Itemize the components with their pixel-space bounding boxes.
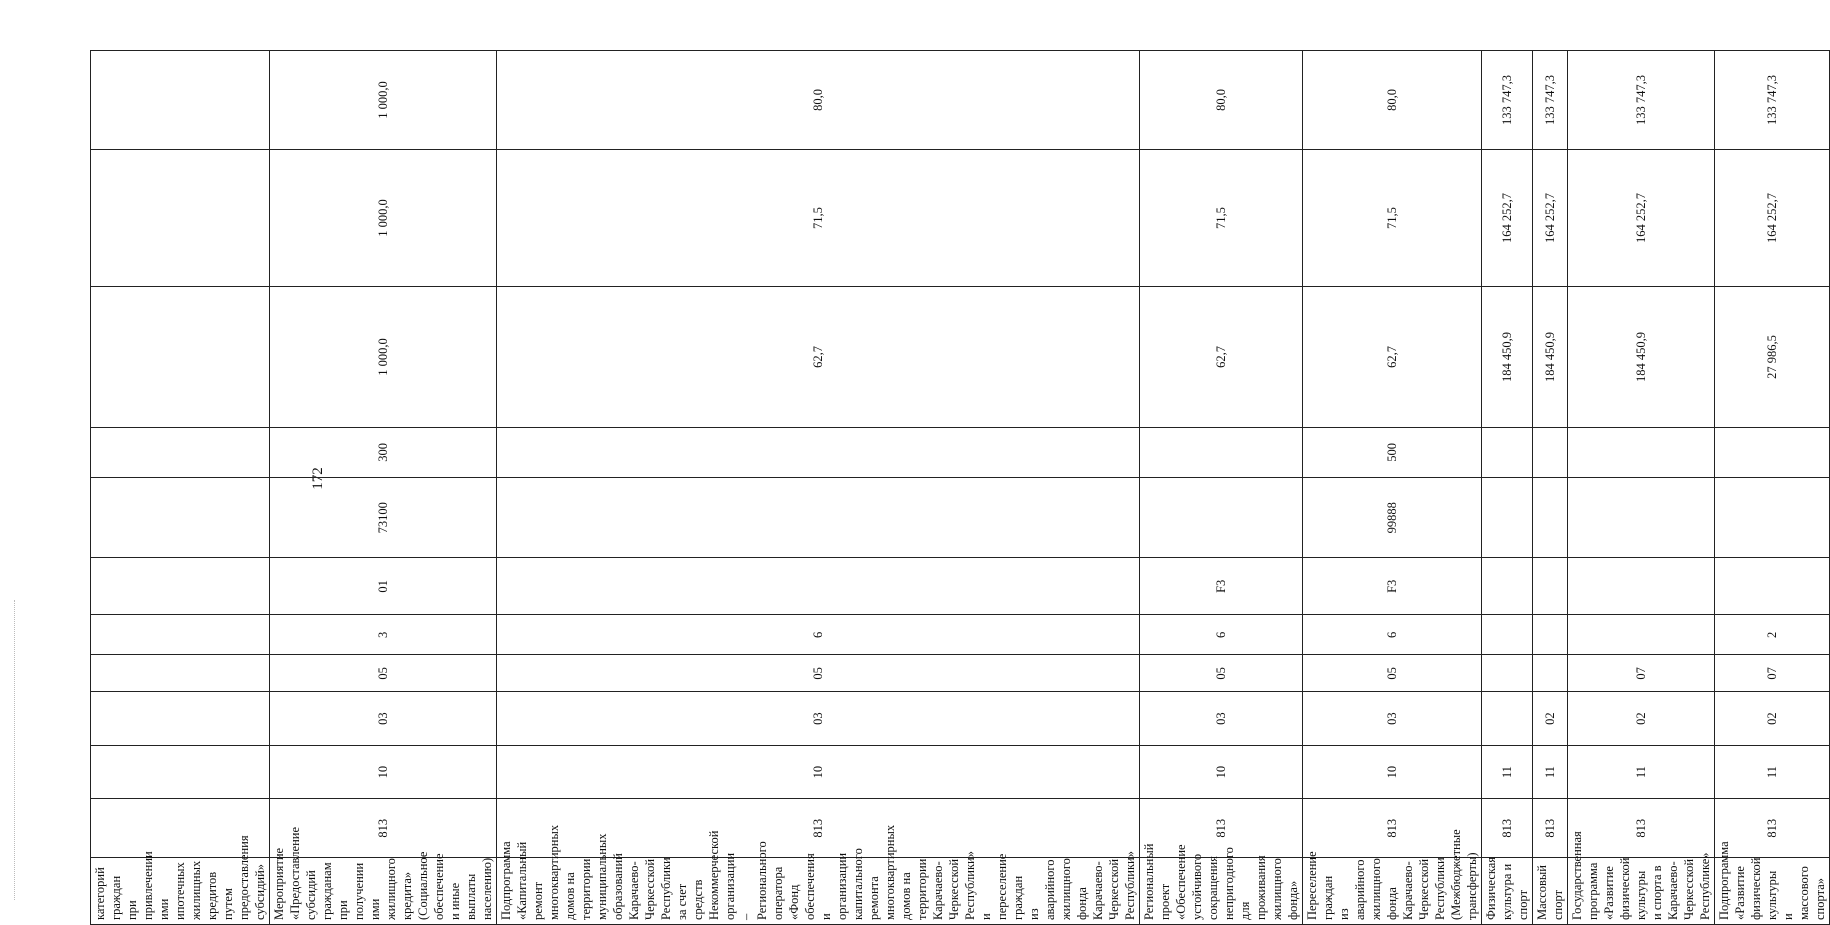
- vr-cell: [1140, 427, 1303, 477]
- pr-cell: 03: [1303, 692, 1482, 746]
- year1-cell: 62,7: [1303, 287, 1482, 428]
- table-row: [1568, 51, 1715, 925]
- grbs-cell: 813: [1482, 799, 1533, 858]
- item-name-cell: Подпрограмма «Капитальный ремонт многоквартирных домов на территории муниципальных образований Карачаево-Черкесской Республики за счет средств Некоммерческой организации – Регионального оператора «Фонд обеспечения и организации капитального ремонта многоквартирных домов на территории Карачаево-Черкесской Республики» и переселение граждан из аварийного жилищного фонда Карачаево-Черкесской Республики»: [497, 858, 1140, 925]
- pr-cell: 02: [1533, 692, 1568, 746]
- project-cell: [1715, 558, 1830, 615]
- rz-cell: 10: [1140, 745, 1303, 799]
- year2-cell: 1 000,0: [270, 149, 497, 286]
- grbs-cell: 813: [1303, 799, 1482, 858]
- direction-cell: 99888: [1303, 478, 1482, 558]
- rz-cell: 11: [1568, 745, 1715, 799]
- item-name-cell: Подпрограмма «Развитие физической культуры и массового спорта»: [1715, 858, 1830, 925]
- pr-cell: 03: [497, 692, 1140, 746]
- item-name-cell: Мероприятие «Предоставление субсидий гражданам при получении ими жилищного кредита» (Социальное обеспечение и иные выплаты населению): [270, 858, 497, 925]
- year2-cell: 71,5: [1303, 149, 1482, 286]
- program-cell: 05: [1303, 655, 1482, 692]
- program-cell: 07: [1568, 655, 1715, 692]
- table-row: [1533, 51, 1568, 925]
- table-row: [1482, 51, 1533, 925]
- subprogram-cell: [1533, 615, 1568, 655]
- rz-cell: 10: [1303, 745, 1482, 799]
- year1-cell: 27 986,5: [1715, 287, 1830, 428]
- year2-cell: 164 252,7: [1715, 149, 1830, 286]
- year1-cell: 184 450,9: [1482, 287, 1533, 428]
- page-number-text: 172: [309, 466, 326, 490]
- pr-cell: 03: [270, 692, 497, 746]
- scan-edge: [14, 600, 15, 900]
- item-name-cell: Переселение граждан из аварийного жилищного фонда Карачаево-Черкесской Республики (Межбюджетные трансферты): [1303, 858, 1482, 925]
- direction-cell: [1533, 478, 1568, 558]
- pr-cell: [91, 692, 270, 746]
- program-cell: [1533, 655, 1568, 692]
- year2-cell: 164 252,7: [1568, 149, 1715, 286]
- year1-cell: 184 450,9: [1568, 287, 1715, 428]
- year3-cell: 1 000,0: [270, 51, 497, 150]
- table-row: [497, 51, 1140, 925]
- subprogram-cell: 6: [1303, 615, 1482, 655]
- year2-cell: 71,5: [497, 149, 1140, 286]
- rz-cell: 11: [1715, 745, 1830, 799]
- item-name-cell: Физическая культура и спорт: [1482, 858, 1533, 925]
- vr-cell: 500: [1303, 427, 1482, 477]
- project-cell: [1533, 558, 1568, 615]
- year1-cell: 62,7: [497, 287, 1140, 428]
- item-name-cell: категорий граждан при привлечении ими ипотечных жилищных кредитов путем предоставления субсидий»: [91, 858, 270, 925]
- grbs-cell: 813: [1715, 799, 1830, 858]
- subprogram-cell: [1568, 615, 1715, 655]
- item-name-cell: Государственная программа «Развитие физической культуры и спорта в Карачаево-Черкесской Республике»: [1568, 858, 1715, 925]
- program-cell: 05: [497, 655, 1140, 692]
- project-cell: F3: [1140, 558, 1303, 615]
- program-cell: 05: [1140, 655, 1303, 692]
- project-cell: [1568, 558, 1715, 615]
- item-name-cell: Региональный проект «Обеспечение устойчивого сокращения непригодного для проживания жилищного фонда»: [1140, 858, 1303, 925]
- vr-cell: [1568, 427, 1715, 477]
- year3-cell: 133 747,3: [1482, 51, 1533, 150]
- vr-cell: [1533, 427, 1568, 477]
- rz-cell: 10: [497, 745, 1140, 799]
- subprogram-cell: 6: [497, 615, 1140, 655]
- table-body: [91, 51, 1830, 925]
- vr-cell: 300: [270, 427, 497, 477]
- year3-cell: 133 747,3: [1533, 51, 1568, 150]
- program-cell: 07: [1715, 655, 1830, 692]
- year2-cell: 164 252,7: [1533, 149, 1568, 286]
- project-cell: F3: [1303, 558, 1482, 615]
- direction-cell: [497, 478, 1140, 558]
- rz-cell: 11: [1482, 745, 1533, 799]
- year3-cell: 80,0: [1140, 51, 1303, 150]
- year1-cell: 184 450,9: [1533, 287, 1568, 428]
- project-cell: [91, 558, 270, 615]
- table-row: [270, 51, 497, 925]
- rz-cell: 10: [270, 745, 497, 799]
- project-cell: 01: [270, 558, 497, 615]
- direction-cell: [1568, 478, 1715, 558]
- year3-cell: [91, 51, 270, 150]
- year1-cell: 1 000,0: [270, 287, 497, 428]
- year3-cell: 80,0: [1303, 51, 1482, 150]
- direction-cell: [1140, 478, 1303, 558]
- year1-cell: 62,7: [1140, 287, 1303, 428]
- year2-cell: [91, 149, 270, 286]
- project-cell: [497, 558, 1140, 615]
- subprogram-cell: 3: [270, 615, 497, 655]
- vr-cell: [1482, 427, 1533, 477]
- year2-cell: 71,5: [1140, 149, 1303, 286]
- item-name-cell: Массовый спорт: [1533, 858, 1568, 925]
- table-row: [1303, 51, 1482, 925]
- year3-cell: 133 747,3: [1715, 51, 1830, 150]
- direction-cell: [1715, 478, 1830, 558]
- direction-cell: [91, 478, 270, 558]
- program-cell: 05: [270, 655, 497, 692]
- table-row: [1140, 51, 1303, 925]
- table-row: [1715, 51, 1830, 925]
- year1-cell: [91, 287, 270, 428]
- direction-cell: 73100: [270, 478, 497, 558]
- year2-cell: 164 252,7: [1482, 149, 1533, 286]
- year3-cell: 133 747,3: [1568, 51, 1715, 150]
- subprogram-cell: 2: [1715, 615, 1830, 655]
- grbs-cell: 813: [1568, 799, 1715, 858]
- subprogram-cell: [1482, 615, 1533, 655]
- program-cell: [91, 655, 270, 692]
- project-cell: [1482, 558, 1533, 615]
- grbs-cell: 813: [1140, 799, 1303, 858]
- grbs-cell: 813: [1533, 799, 1568, 858]
- vr-cell: [91, 427, 270, 477]
- subprogram-cell: 6: [1140, 615, 1303, 655]
- direction-cell: [1482, 478, 1533, 558]
- vr-cell: [497, 427, 1140, 477]
- pr-cell: 03: [1140, 692, 1303, 746]
- grbs-cell: 813: [497, 799, 1140, 858]
- budget-table: [90, 50, 1830, 925]
- pr-cell: [1482, 692, 1533, 746]
- vr-cell: [1715, 427, 1830, 477]
- grbs-cell: 813: [270, 799, 497, 858]
- pr-cell: 02: [1715, 692, 1830, 746]
- program-cell: [1482, 655, 1533, 692]
- rz-cell: 11: [1533, 745, 1568, 799]
- pr-cell: 02: [1568, 692, 1715, 746]
- subprogram-cell: [91, 615, 270, 655]
- rotated-table-container: [90, 50, 1827, 925]
- year3-cell: 80,0: [497, 51, 1140, 150]
- table-row: [91, 51, 270, 925]
- rz-cell: [91, 745, 270, 799]
